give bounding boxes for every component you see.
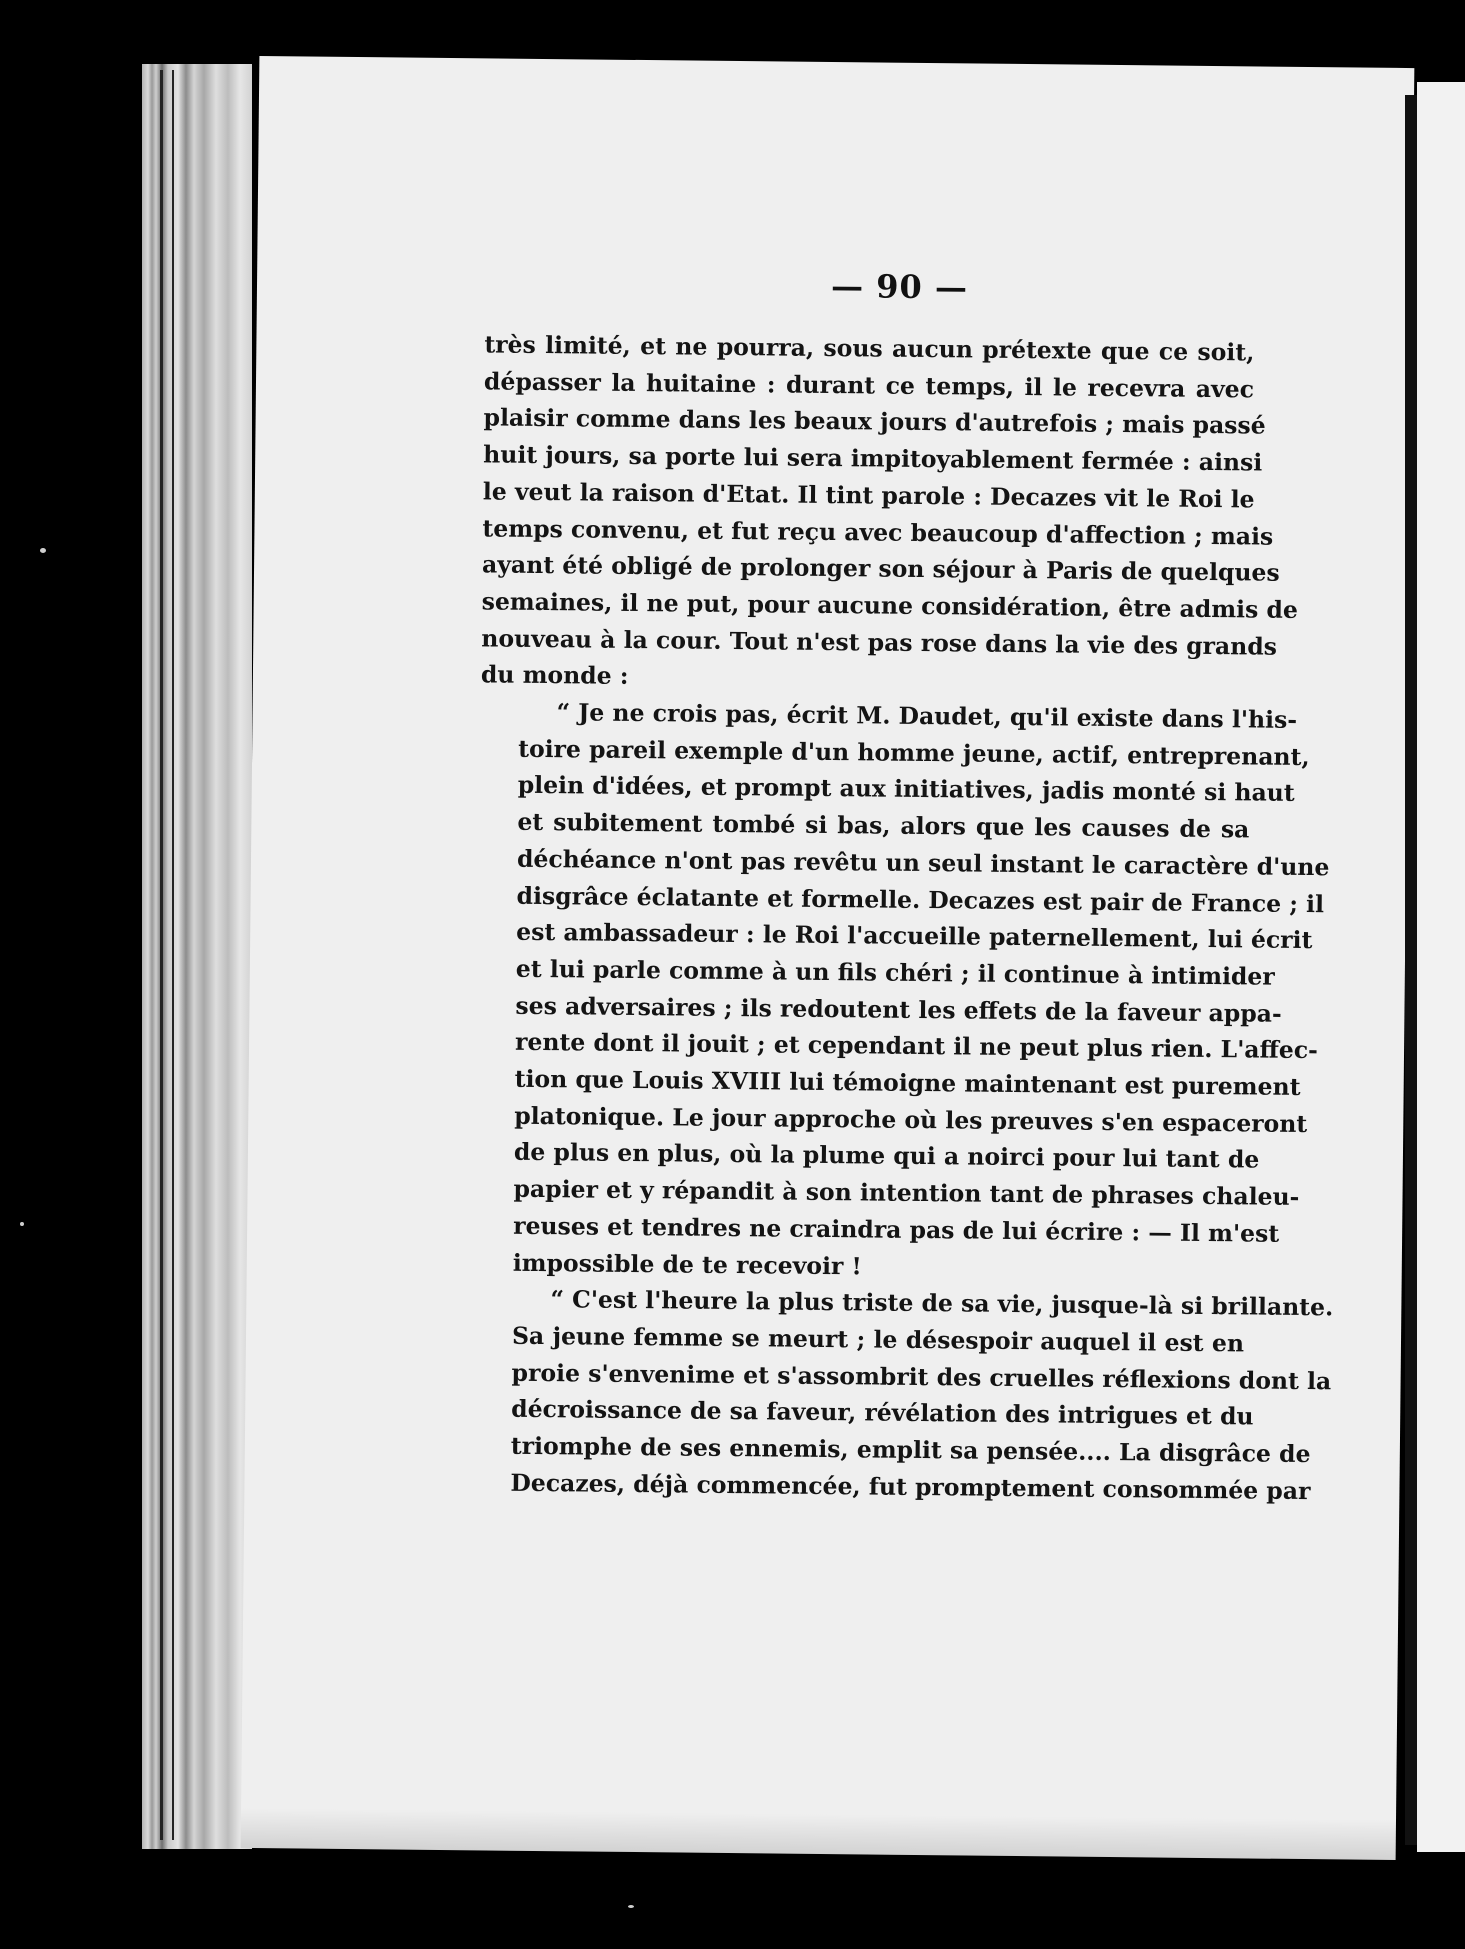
text-line: toire pareil exemple d'un homme jeune, actif, entreprenant, bbox=[518, 734, 1310, 771]
text-line: impossible de te recevoir ! bbox=[512, 1248, 862, 1280]
text-line: semaines, il ne put, pour aucune considération, être admis de bbox=[481, 587, 1299, 624]
page-sheet bbox=[241, 56, 1415, 1860]
text-line: et subitement tombé si bas, alors que les causes de sa bbox=[517, 807, 1250, 844]
text-line: du monde : bbox=[480, 660, 629, 691]
text-line: le veut la raison d'Etat. Il tint parole : Decazes vit le Roi le bbox=[482, 477, 1255, 514]
text-line: platonique. Le jour approche où les preuves s'en espaceront bbox=[514, 1101, 1308, 1138]
text-line: ayant été obligé de prolonger son séjour à Paris de quelques bbox=[481, 550, 1280, 587]
scan-speck bbox=[20, 1222, 24, 1226]
page-shadow bbox=[241, 1808, 1396, 1860]
text-line: décroissance de sa faveur, révélation des intrigues et du bbox=[511, 1395, 1254, 1431]
text-line: et lui parle comme à un fils chéri ; il continue à intimider bbox=[515, 954, 1275, 991]
paragraph bbox=[472, 1281, 1334, 1509]
text-line: proie s'envenime et s'assombrit des cruelles réflexions dont la bbox=[511, 1358, 1332, 1395]
text-line: reuses et tendres ne craindra pas de lui écrire : — Il m'est bbox=[513, 1211, 1280, 1248]
text-line: rente dont il jouit ; et cependant il ne peut plus rien. L'affec- bbox=[514, 1028, 1319, 1065]
text-line: papier et y répandit à son intention tant de phrases chaleu- bbox=[513, 1174, 1300, 1212]
text-line: déchéance n'ont pas revêtu un seul instant le caractère d'une bbox=[516, 844, 1330, 882]
text-line: triomphe de ses ennemis, emplit sa pensée.... La disgrâce de bbox=[510, 1431, 1311, 1469]
text-line: “ C'est l'heure la plus triste de sa vie, jusque-là si brillante. bbox=[550, 1285, 1334, 1322]
right-page-gutter bbox=[1405, 95, 1417, 1845]
text-line: Sa jeune femme se meurt ; le désespoir auquel il est en bbox=[511, 1321, 1245, 1358]
text-line: Decazes, déjà commencée, fut promptement consommée par bbox=[510, 1468, 1311, 1505]
next-page-edge bbox=[1417, 82, 1465, 1852]
text-line: temps convenu, et fut reçu avec beaucoup d'affection ; mais bbox=[482, 513, 1274, 551]
text-line: huit jours, sa porte lui sera impitoyablement fermée : ainsi bbox=[483, 440, 1263, 477]
body-text bbox=[472, 326, 1334, 1508]
spine-line bbox=[172, 70, 174, 1840]
text-line: dépasser la huitaine : durant ce temps, il le recevra avec bbox=[483, 367, 1255, 404]
text-line: “ Je ne crois pas, écrit M. Daudet, qu'il existe dans l'his- bbox=[556, 698, 1298, 734]
scan-speck bbox=[628, 1905, 634, 1908]
paragraph bbox=[480, 326, 1299, 701]
text-line: ses adversaires ; ils redoutent les effets de la faveur appa- bbox=[515, 991, 1282, 1028]
scan-speck bbox=[40, 548, 46, 553]
text-line: nouveau à la cour. Tout n'est pas rose dans la vie des grands bbox=[481, 623, 1278, 661]
spine-line bbox=[160, 70, 163, 1840]
text-line: très limité, et ne pourra, sous aucun prétexte que ce soit, bbox=[484, 330, 1255, 367]
text-line: disgrâce éclatante et formelle. Decazes est pair de France ; il bbox=[516, 881, 1325, 918]
text-line: de plus en plus, où la plume qui a noirci pour lui tant de bbox=[513, 1138, 1260, 1175]
page-number: — 90 — bbox=[830, 267, 969, 307]
text-line: tion que Louis XVIII lui témoigne maintenant est purement bbox=[514, 1064, 1301, 1102]
text-line: plaisir comme dans les beaux jours d'autrefois ; mais passé bbox=[483, 403, 1266, 440]
text-line: plein d'idées, et prompt aux initiatives, jadis monté si haut bbox=[517, 771, 1295, 808]
text-line: est ambassadeur : le Roi l'accueille paternellement, lui écrit bbox=[516, 917, 1313, 955]
paragraph bbox=[475, 693, 1330, 1288]
book-page-edges bbox=[142, 64, 252, 1849]
